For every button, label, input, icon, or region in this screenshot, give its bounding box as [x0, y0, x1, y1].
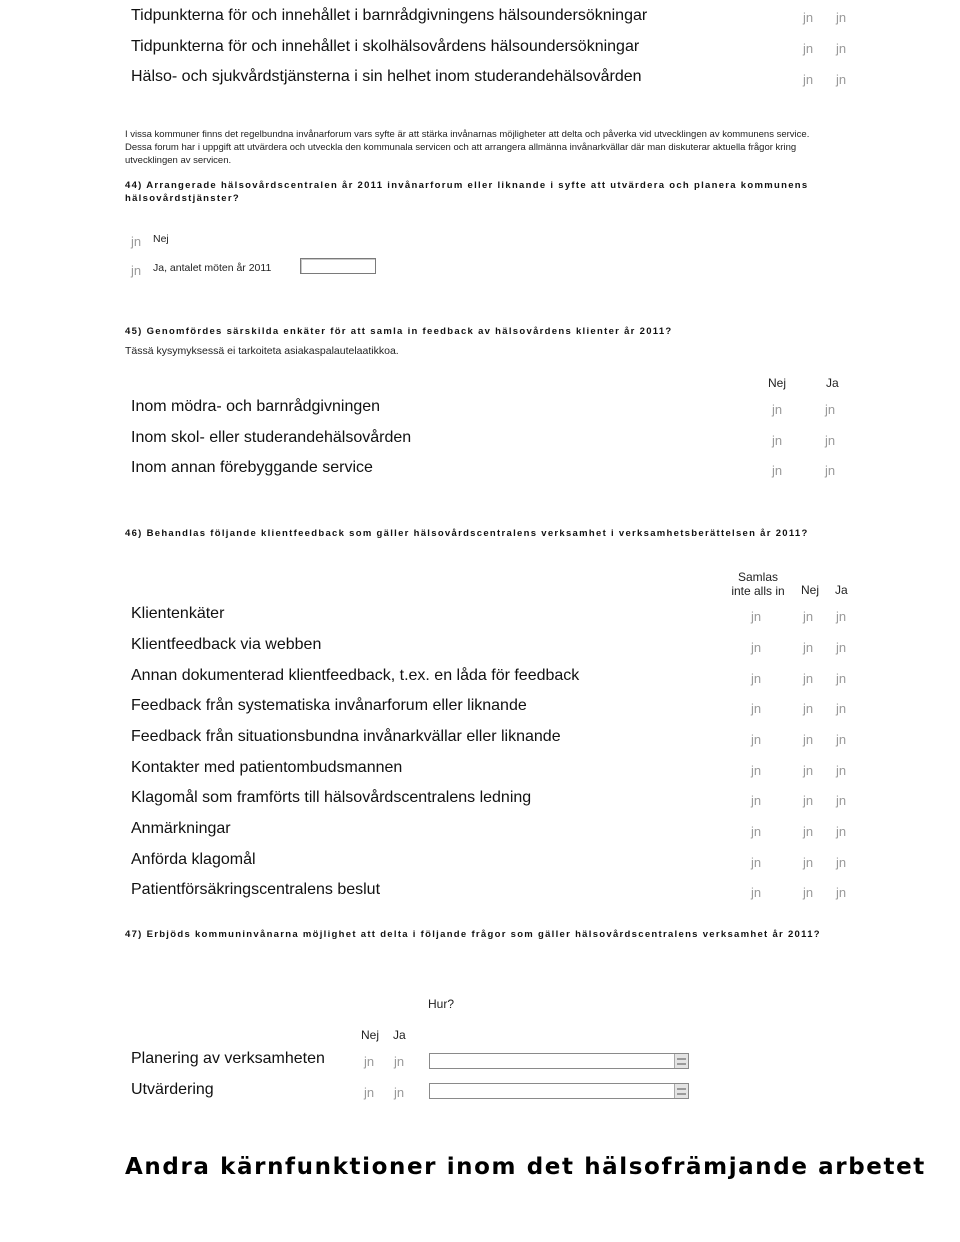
column-header-how: Hur? — [428, 997, 455, 1011]
radio-option-yes[interactable]: jn — [825, 463, 836, 478]
scroll-grip-icon — [677, 1088, 686, 1090]
q46-row-label: Annan dokumenterad klientfeedback, t.ex. en låda för feedback — [131, 667, 580, 684]
column-header-yes: Ja — [393, 1028, 406, 1042]
radio-option-yes[interactable]: jn — [836, 72, 847, 87]
how-textarea-planning[interactable] — [429, 1053, 689, 1069]
radio-option-not-collected[interactable]: jn — [751, 824, 762, 839]
radio-option-yes[interactable]: jn — [131, 263, 142, 278]
radio-option-yes[interactable]: jn — [825, 402, 836, 417]
q46-row-label: Klientenkäter — [131, 605, 225, 622]
radio-option-no[interactable]: jn — [803, 855, 814, 870]
question-45: 45) Genomfördes särskilda enkäter för att samla in feedback av hälsovårdens klienter år 2011? — [125, 326, 673, 337]
q47-row-label: Utvärdering — [131, 1081, 214, 1098]
radio-option-no[interactable]: jn — [803, 609, 814, 624]
radio-option-no[interactable]: jn — [364, 1054, 375, 1069]
radio-option-no[interactable]: jn — [803, 640, 814, 655]
radio-option-not-collected[interactable]: jn — [751, 885, 762, 900]
radio-option-no[interactable]: jn — [803, 41, 814, 56]
radio-option-not-collected[interactable]: jn — [751, 855, 762, 870]
q45-row-label: Inom annan förebyggande service — [131, 459, 373, 476]
q46-row-label: Klientfeedback via webben — [131, 636, 322, 653]
radio-option-no[interactable]: jn — [803, 701, 814, 716]
radio-option-no[interactable]: jn — [131, 234, 142, 249]
radio-option-no[interactable]: jn — [803, 10, 814, 25]
radio-option-no[interactable]: jn — [803, 671, 814, 686]
top-row-label: Hälso- och sjukvårdstjänsterna i sin helhet inom studerandehälsovården — [131, 68, 642, 85]
radio-option-not-collected[interactable]: jn — [751, 701, 762, 716]
column-header-not-collected-line1: Samlas — [737, 570, 778, 584]
q46-row-label: Anmärkningar — [131, 820, 231, 837]
radio-option-yes[interactable]: jn — [825, 433, 836, 448]
intro-paragraph: I vissa kommuner finns det regelbundna invånarforum vars syfte är att stärka invånarnas möjligheter att delta och påverka vid utvecklingen av kommunens service. Dessa forum har i uppgift att utvärdera och utveckla den kommunala servicen och att arrangera allmänna invånarkvällar där man diskuterar aktuella frågor kring utvecklingen av servicen. — [125, 129, 810, 166]
column-header-no: Nej — [801, 583, 820, 597]
radio-option-not-collected[interactable]: jn — [751, 793, 762, 808]
radio-option-no[interactable]: jn — [803, 824, 814, 839]
radio-option-no[interactable]: jn — [803, 72, 814, 87]
option-no-label: Nej — [153, 233, 169, 245]
column-header-not-collected — [728, 570, 788, 598]
scrollbar[interactable] — [674, 1054, 688, 1068]
radio-option-yes[interactable]: jn — [836, 885, 847, 900]
q46-row-label: Kontakter med patientombudsmannen — [131, 759, 403, 776]
radio-option-yes[interactable]: jn — [836, 793, 847, 808]
radio-option-no[interactable]: jn — [803, 763, 814, 778]
scrollbar[interactable] — [674, 1084, 688, 1098]
radio-option-not-collected[interactable]: jn — [751, 640, 762, 655]
radio-option-yes[interactable]: jn — [836, 855, 847, 870]
column-header-not-collected-line2: inte alls in — [731, 584, 785, 598]
q46-row-label: Feedback från systematiska invånarforum eller liknande — [131, 697, 527, 714]
column-header-no: Nej — [361, 1028, 380, 1042]
q46-row-label: Patientförsäkringscentralens beslut — [131, 881, 381, 898]
radio-option-yes[interactable]: jn — [836, 701, 847, 716]
radio-option-yes[interactable]: jn — [394, 1085, 405, 1100]
scroll-grip-icon — [677, 1058, 686, 1060]
scroll-grip-icon — [677, 1093, 686, 1095]
question-44: 44) Arrangerade hälsovårdscentralen år 2011 invånarforum eller liknande i syfte att utvärdera och planera kommunens hälsovårdstjänster? — [125, 180, 809, 204]
question-45-note: Tässä kysymyksessä ei tarkoiteta asiakaspalautelaatikkoa. — [125, 345, 399, 357]
radio-option-no[interactable]: jn — [803, 732, 814, 747]
radio-option-no[interactable]: jn — [772, 433, 783, 448]
radio-option-yes[interactable]: jn — [836, 732, 847, 747]
radio-option-yes[interactable]: jn — [836, 609, 847, 624]
radio-option-no[interactable]: jn — [803, 885, 814, 900]
q46-row-label: Klagomål som framförts till hälsovårdscentralens ledning — [131, 789, 532, 806]
top-row-label: Tidpunkterna för och innehållet i barnrådgivningens hälsoundersökningar — [131, 7, 648, 24]
radio-option-no[interactable]: jn — [803, 793, 814, 808]
q46-row-label: Anförda klagomål — [131, 851, 256, 868]
meetings-count-input[interactable] — [300, 258, 376, 274]
column-header-yes: Ja — [835, 583, 848, 597]
radio-option-yes[interactable]: jn — [836, 671, 847, 686]
radio-option-no[interactable]: jn — [772, 402, 783, 417]
radio-option-not-collected[interactable]: jn — [751, 763, 762, 778]
radio-option-no[interactable]: jn — [364, 1085, 375, 1100]
option-yes-label: Ja, antalet möten år 2011 — [153, 262, 272, 274]
radio-option-yes[interactable]: jn — [836, 824, 847, 839]
how-textarea-evaluation[interactable] — [429, 1083, 689, 1099]
question-46: 46) Behandlas följande klientfeedback som gäller hälsovårdscentralens verksamhet i verksamhetsberättelsen år 2011? — [125, 528, 809, 539]
radio-option-not-collected[interactable]: jn — [751, 609, 762, 624]
radio-option-yes[interactable]: jn — [836, 763, 847, 778]
column-header-yes: Ja — [826, 376, 839, 390]
radio-option-no[interactable]: jn — [772, 463, 783, 478]
radio-option-yes[interactable]: jn — [836, 41, 847, 56]
top-row-label: Tidpunkterna för och innehållet i skolhälsovårdens hälsoundersökningar — [131, 38, 640, 55]
question-47: 47) Erbjöds kommuninvånarna möjlighet att delta i följande frågor som gäller hälsovårdscentralens verksamhet år 2011? — [125, 929, 821, 940]
q46-row-label: Feedback från situationsbundna invånarkvällar eller liknande — [131, 728, 561, 745]
radio-option-yes[interactable]: jn — [394, 1054, 405, 1069]
scroll-grip-icon — [677, 1063, 686, 1065]
radio-option-not-collected[interactable]: jn — [751, 732, 762, 747]
radio-option-yes[interactable]: jn — [836, 10, 847, 25]
radio-option-not-collected[interactable]: jn — [751, 671, 762, 686]
q47-row-label: Planering av verksamheten — [131, 1050, 325, 1067]
q45-row-label: Inom mödra- och barnrådgivningen — [131, 398, 381, 415]
column-header-no: Nej — [768, 376, 787, 390]
section-heading: Andra kärnfunktioner inom det hälsofrämjande arbetet — [125, 1154, 926, 1180]
radio-option-yes[interactable]: jn — [836, 640, 847, 655]
q45-row-label: Inom skol- eller studerandehälsovården — [131, 429, 412, 446]
